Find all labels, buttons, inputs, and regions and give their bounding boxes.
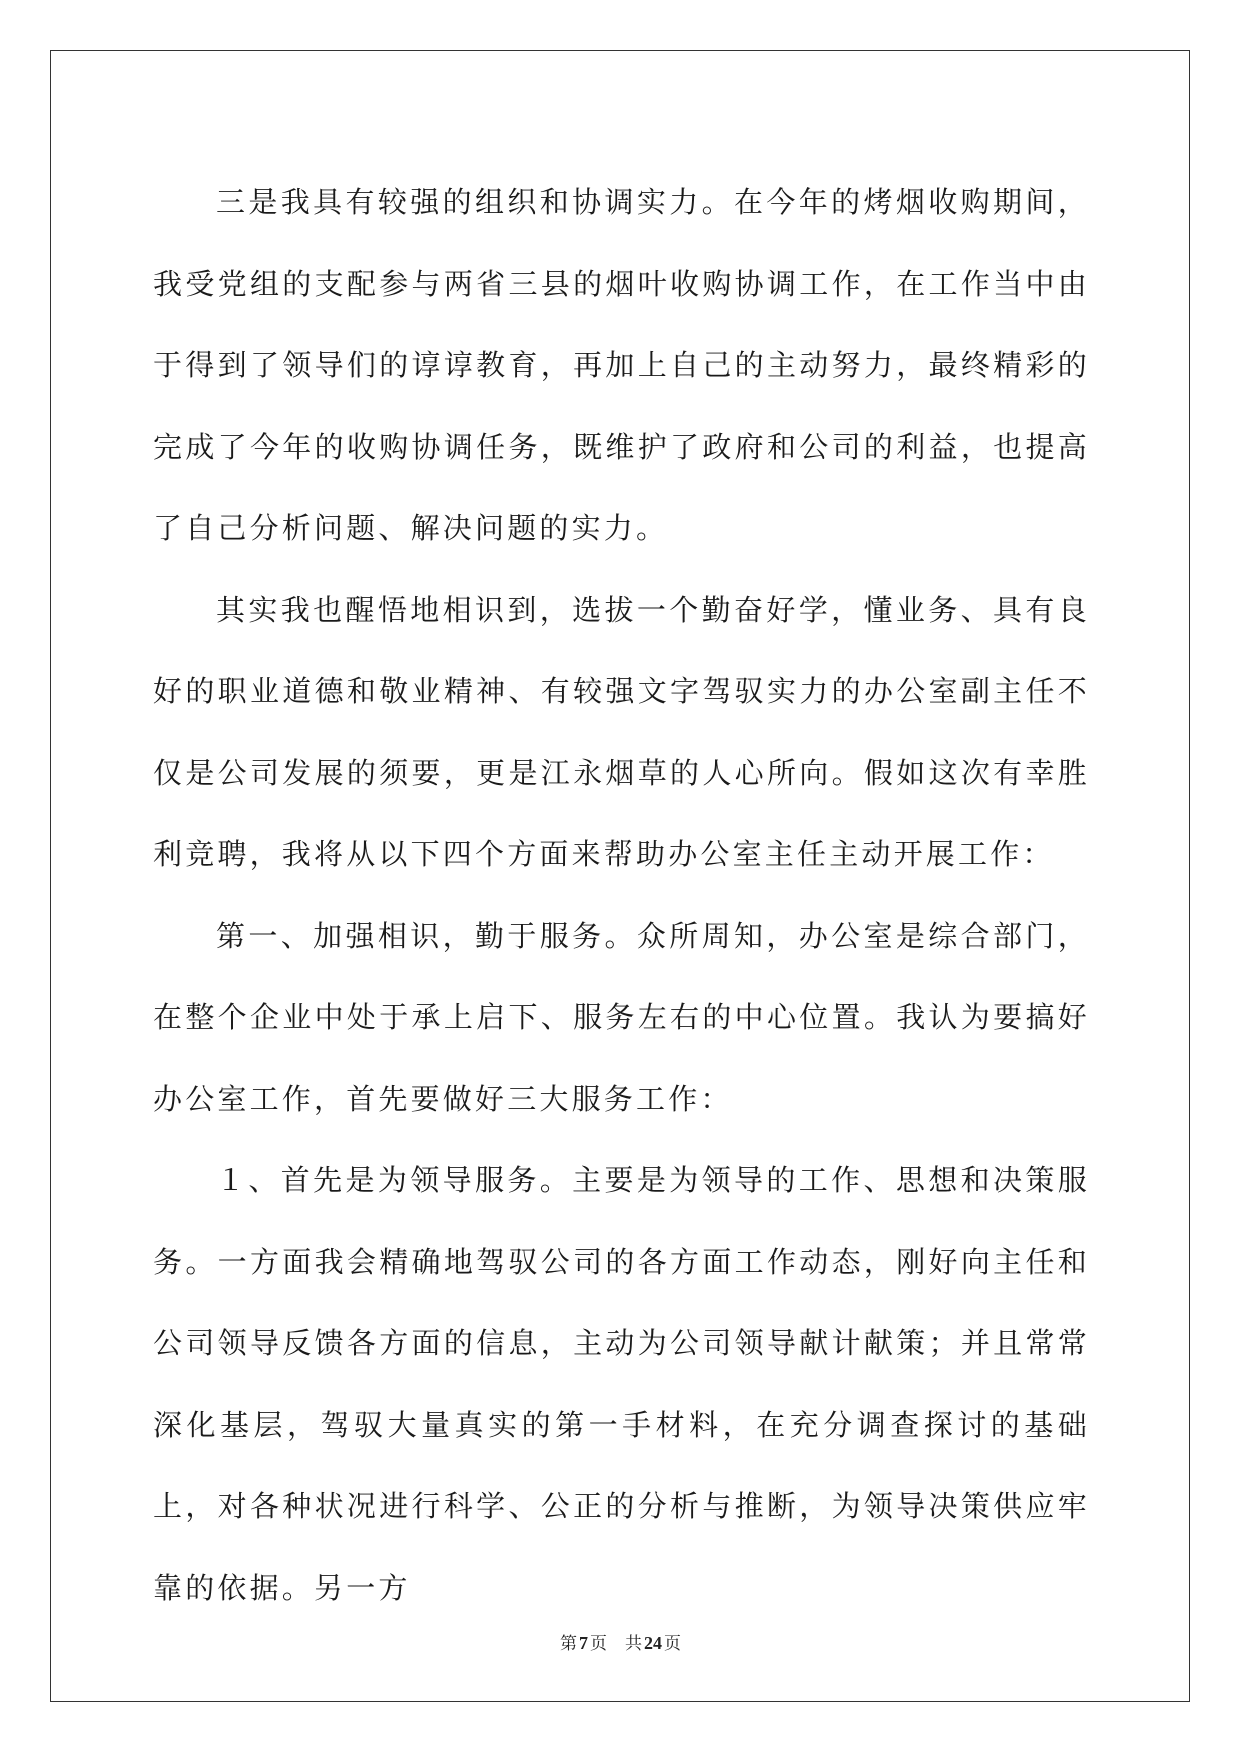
current-page-number: 7 [579,1633,588,1653]
page-footer [0,1629,1241,1654]
total-suffix: 页 [664,1634,681,1654]
total-prefix: 共 [625,1634,642,1654]
paragraph-serve-leaders: １、首先是为领导服务。主要是为领导的工作、思想和决策服务。一方面我会精确地驾驭公司的各方面工作动态，刚好向主任和公司领导反馈各方面的信息，主动为公司领导献计献策；并且常常深化基层，驾驭大量真实的第一手材料，在充分调查探讨的基础上，对各种状况进行科学、公正的分析与推断，为领导决策供应牢靠的依据。另一方 [153,1163,1090,1605]
page-suffix: 页 [590,1634,607,1654]
paragraph-awareness: 其实我也醒悟地相识到，选拔一个勤奋好学，懂业务、具有良好的职业道德和敬业精神、有较强文字驾驭实力的办公室副主任不仅是公司发展的须要，更是江永烟草的人心所向。假如这次有幸胜利竞聘，我将从以下四个方面来帮助办公室主任主动开展工作： [153,592,1090,871]
paragraph-first-point: 第一、加强相识，勤于服务。众所周知，办公室是综合部门，在整个企业中处于承上启下、服务左右的中心位置。我认为要搞好办公室工作，首先要做好三大服务工作： [153,918,1090,1116]
paragraph-organization-ability: 三是我具有较强的组织和协调实力。在今年的烤烟收购期间，我受党组的支配参与两省三县的烟叶收购协调工作，在工作当中由于得到了领导们的谆谆教育，再加上自己的主动努力，最终精彩的完成了今年的收购协调任务，既维护了政府和公司的利益，也提高了自己分析问题、解决问题的实力。 [153,185,1090,545]
document-body [153,162,1090,1629]
page-prefix: 第 [560,1634,577,1654]
total-page-count: 24 [644,1633,662,1653]
